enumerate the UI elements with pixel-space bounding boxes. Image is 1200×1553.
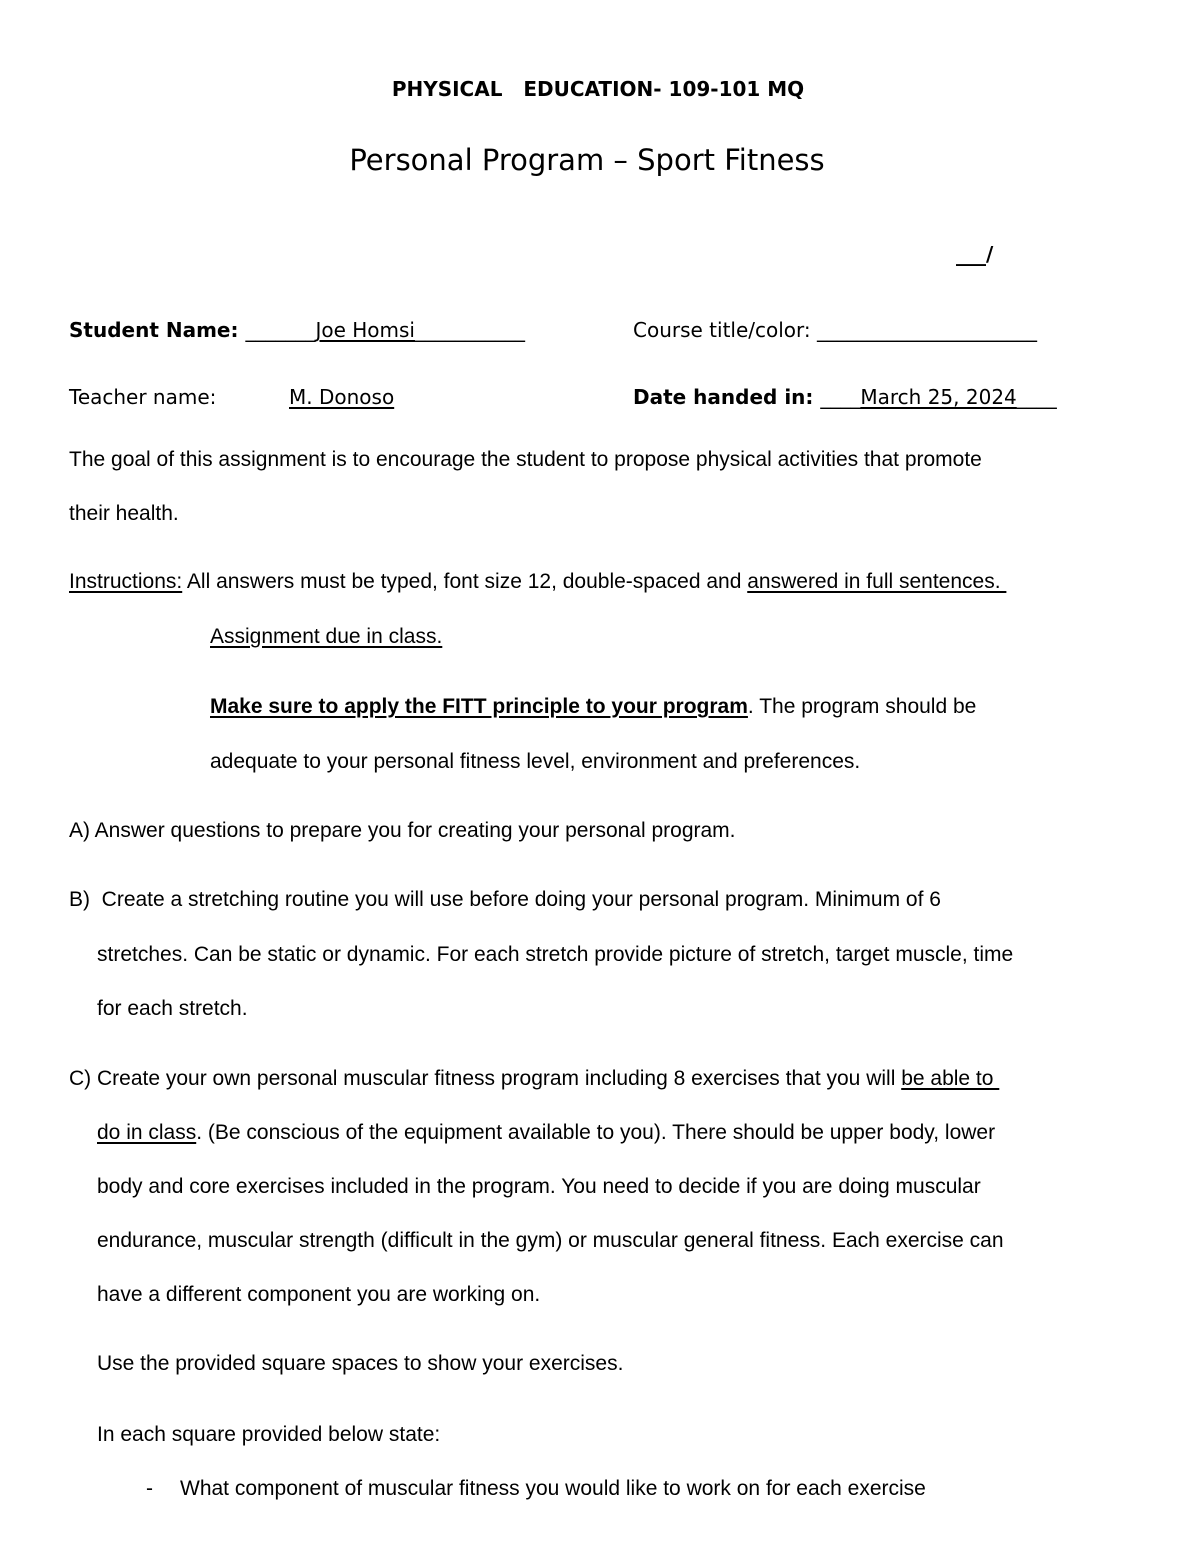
squares-instruction: Use the provided square spaces to show your exercises. (97, 1352, 624, 1375)
page-title: Personal Program – Sport Fitness (349, 143, 825, 177)
goal-line-1: The goal of this assignment is to encourage the student to propose physical activities that promote (69, 448, 982, 471)
section-b-line-3: for each stretch. (97, 997, 248, 1020)
teacher-label: Teacher name: (69, 385, 217, 409)
each-square-instruction: In each square provided below state: (97, 1423, 441, 1446)
section-a: A) Answer questions to prepare you for creating your personal program. (69, 819, 736, 842)
fitt-line (210, 695, 976, 719)
instructions-label: Instructions: (69, 570, 183, 593)
section-c-line-2-rest: . (Be conscious of the equipment available to you). There should be upper body, lower (196, 1121, 996, 1144)
section-c-line-5: have a different component you are working on. (97, 1283, 541, 1306)
student-name-line (69, 318, 525, 342)
section-c-line-1 (69, 1067, 999, 1091)
fitt-rest: . The program should be (747, 695, 977, 718)
date-line (633, 385, 1057, 409)
bullet-item-1: What component of muscular fitness you would like to work on for each exercise (180, 1477, 926, 1500)
section-c-do-in-class: do in class (97, 1121, 197, 1144)
course-title-label: Course title/color: (633, 318, 818, 342)
student-name-value: Joe Homsi (315, 318, 415, 342)
date-pre: ____ (820, 385, 861, 409)
section-b-line-2: stretches. Can be static or dynamic. For each stretch provide picture of stretch, target muscle, time (97, 943, 1014, 966)
grade-blank: ___/ (956, 242, 994, 266)
student-name-post: ___________ (414, 318, 525, 342)
instructions-underlined: answered in full sentences. (747, 570, 1007, 593)
section-b-line-1: B) Create a stretching routine you will use before doing your personal program. Minimum of 6 (69, 888, 941, 911)
instructions-line (69, 570, 1006, 594)
section-c-line-4: endurance, muscular strength (difficult in the gym) or muscular general fitness. Each exercise can (97, 1229, 1004, 1252)
student-name-pre: _______ (245, 318, 316, 342)
date-value: March 25, 2024 (860, 385, 1017, 409)
course-code: PHYSICAL EDUCATION- 109-101 MQ (391, 77, 805, 101)
course-title-value: ______________________ (817, 318, 1038, 342)
date-post: ____ (1016, 385, 1057, 409)
fitt-principle: Make sure to apply the FITT principle to your program (210, 695, 748, 718)
instructions-text: All answers must be typed, font size 12, double-spaced and (182, 570, 748, 593)
student-name-label: Student Name: (69, 318, 246, 342)
assignment-due: Assignment due in class. (210, 625, 443, 648)
section-c-underlined: be able to (901, 1067, 1000, 1090)
course-title-line (633, 318, 1037, 342)
date-label: Date handed in: (633, 385, 821, 409)
section-c-line-2 (97, 1121, 995, 1145)
section-c-line-3: body and core exercises included in the program. You need to decide if you are doing muscular (97, 1175, 981, 1198)
fitt-line-2: adequate to your personal fitness level, environment and preferences. (210, 750, 861, 773)
bullet-marker: - (146, 1477, 153, 1500)
goal-line-2: their health. (69, 502, 179, 525)
section-c-text: C) Create your own personal muscular fitness program including 8 exercises that you will (69, 1067, 902, 1090)
teacher-value: M. Donoso (289, 385, 395, 409)
